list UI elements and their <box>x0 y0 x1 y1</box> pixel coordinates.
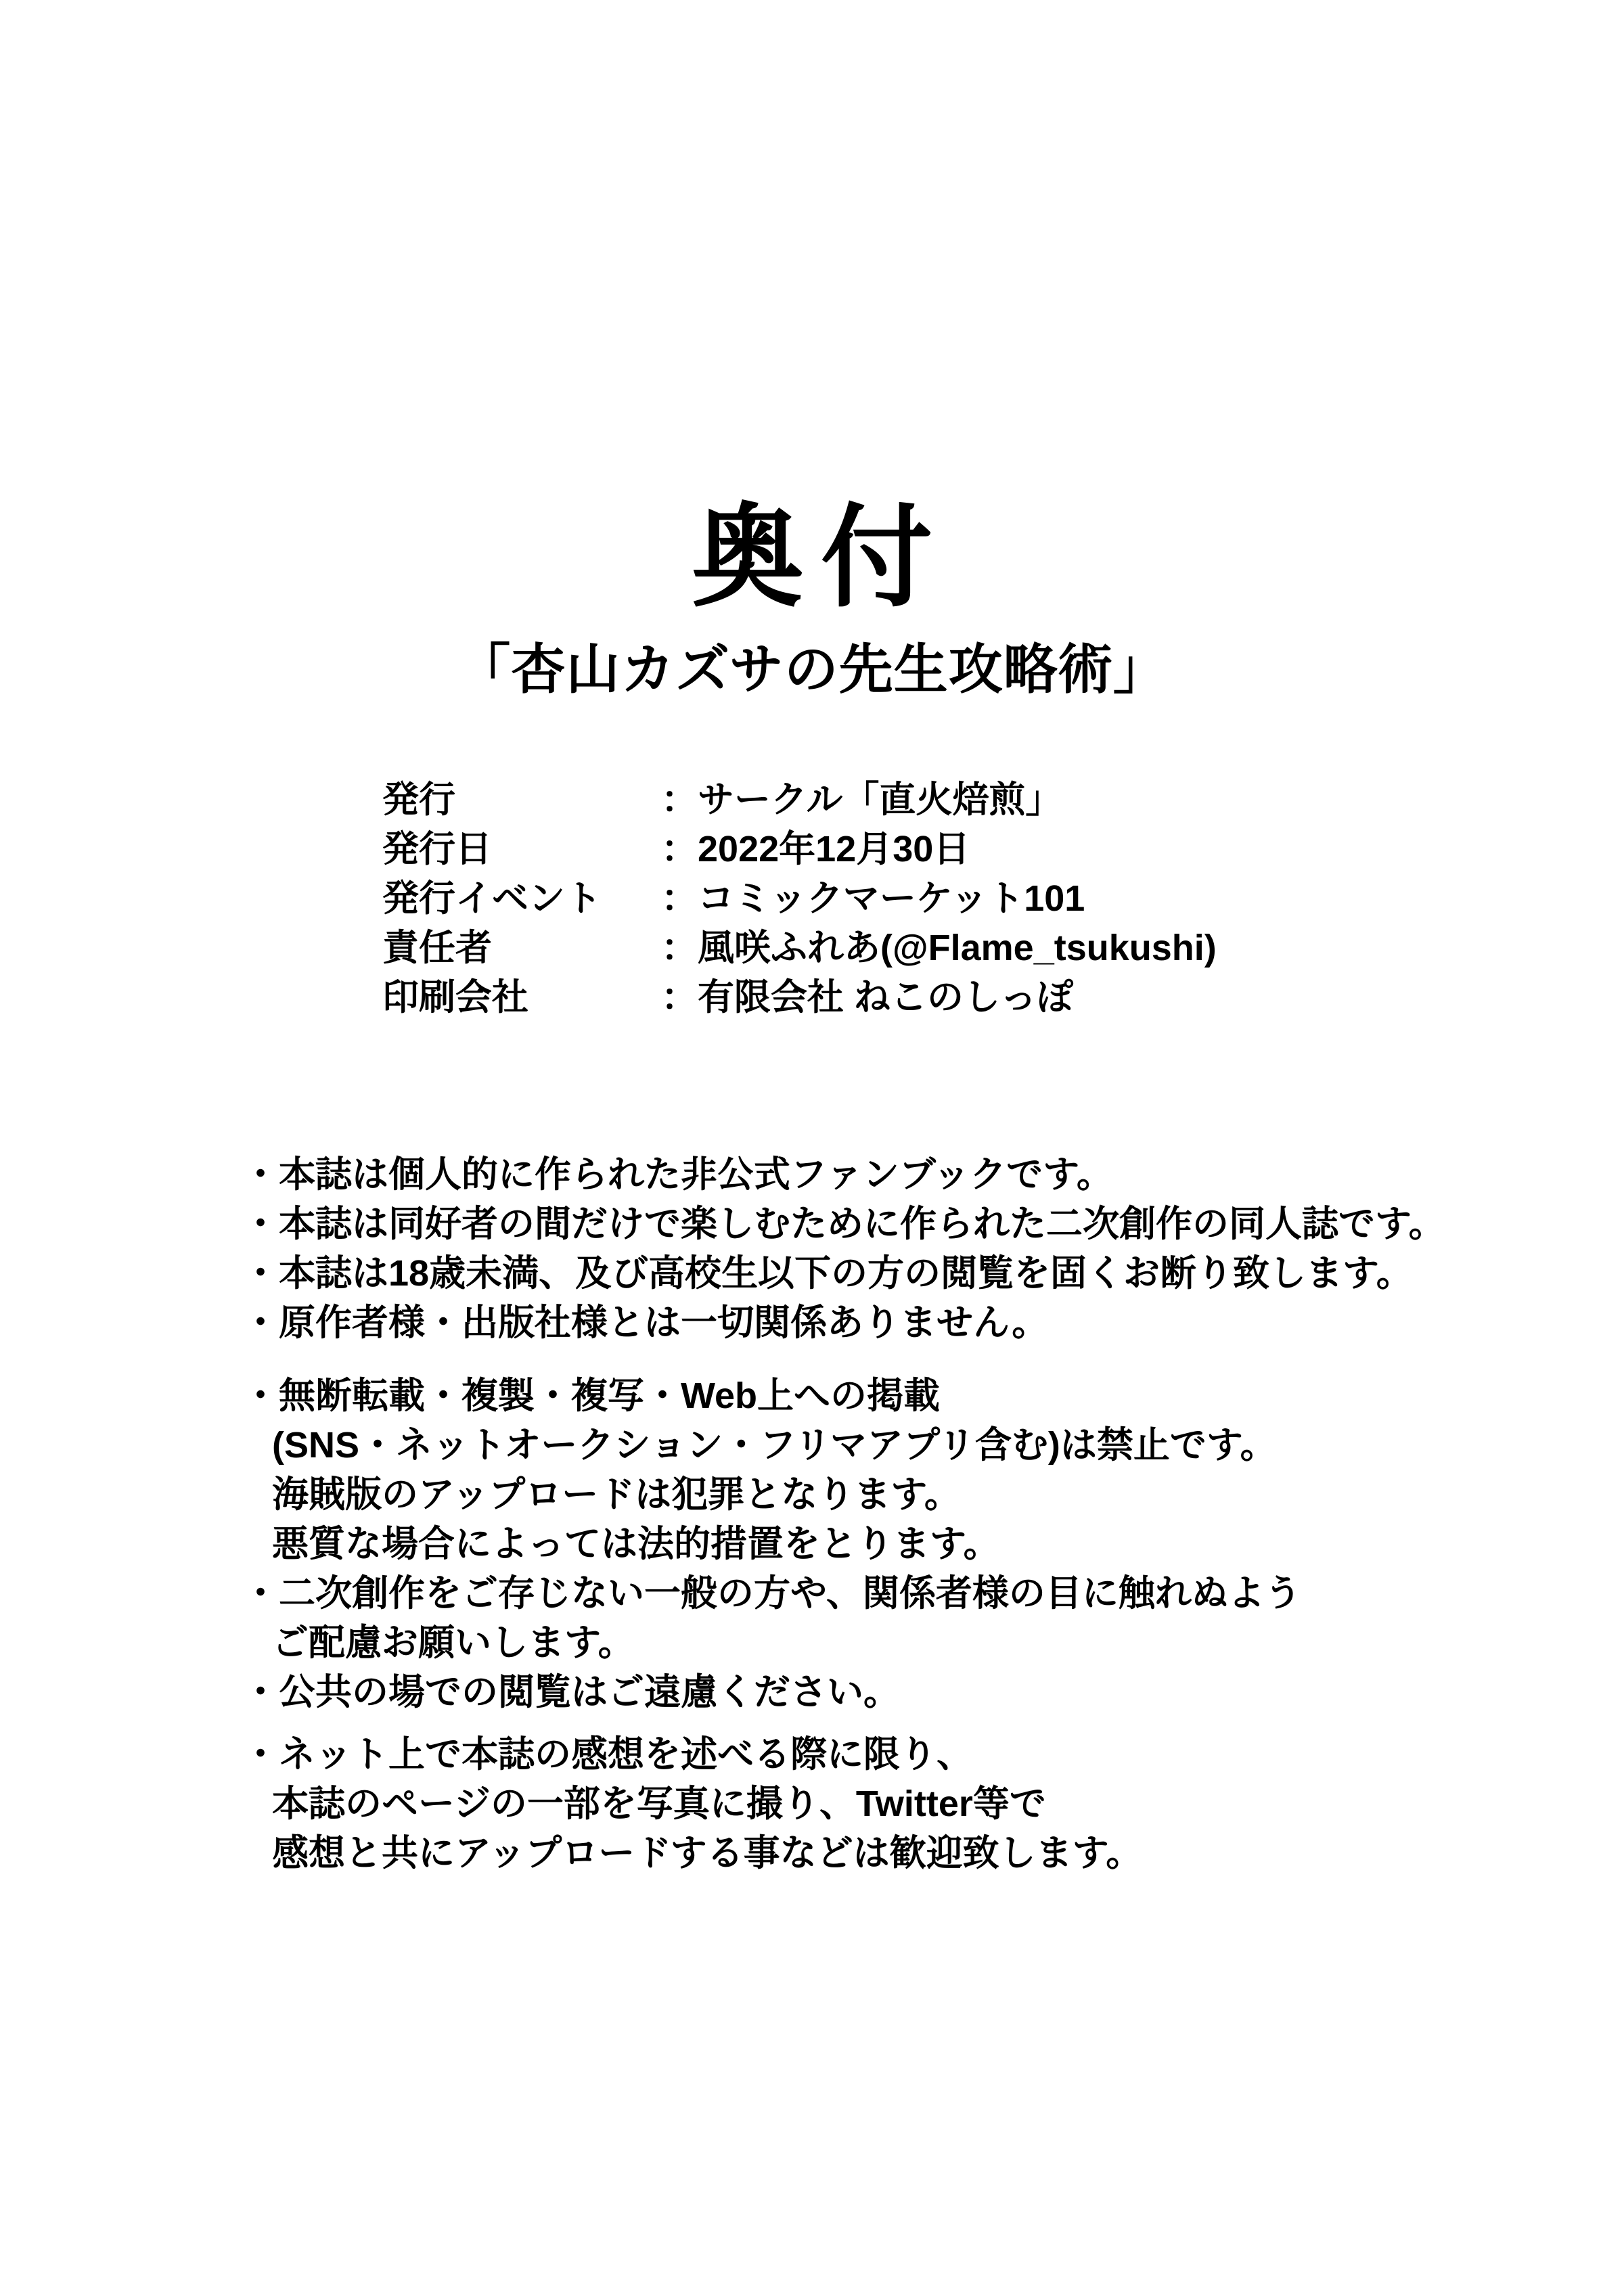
notice-line: ・本誌は個人的に作られた非公式ファンブックです。 <box>242 1154 1113 1195</box>
info-label: 発行日 <box>382 829 492 869</box>
notice-line: 海賊版のアップロードは犯罪となります。 <box>272 1474 961 1515</box>
info-row-publisher <box>382 775 1217 825</box>
notice-line: ・原作者様・出版社様とは一切関係ありません。 <box>242 1302 1049 1343</box>
notice-line: ・二次創作をご存じない一般の方や、関係者様の目に触れぬよう <box>242 1573 1301 1614</box>
info-separator: ： <box>661 928 698 968</box>
book-title: 「杏山カズサの先生攻略術」 <box>456 639 1168 700</box>
info-row-responsible-person <box>382 924 1217 973</box>
info-separator: ： <box>661 829 698 869</box>
notice-line: ご配慮お願いします。 <box>272 1622 635 1663</box>
info-label: 印刷会社 <box>382 977 528 1018</box>
info-value: 風咲ふれあ(@Flame_tsukushi) <box>698 928 1217 968</box>
notice-block-prohibitions <box>242 1371 1301 1717</box>
notice-line: 本誌のページの一部を写真に撮り、Twitter等で <box>272 1783 1046 1824</box>
notice-line: ・ネット上で本誌の感想を述べる際に限り、 <box>242 1734 973 1775</box>
info-value: サークル「直火焙煎」 <box>698 779 1062 820</box>
info-separator: ： <box>661 977 698 1018</box>
info-value: 有限会社 ねこのしっぽ <box>698 977 1074 1018</box>
notice-line: ・公共の場での閲覧はご遠慮ください。 <box>242 1672 900 1712</box>
info-label: 発行 <box>382 779 455 820</box>
info-row-printing-company <box>382 973 1217 1022</box>
info-label: 責任者 <box>382 928 492 968</box>
info-separator: ： <box>661 779 698 820</box>
info-row-event <box>382 874 1217 924</box>
publication-info <box>382 775 1217 1022</box>
notice-line: 感想と共にアップロードする事などは歓迎致します。 <box>272 1833 1143 1873</box>
info-value: コミックマーケット101 <box>698 878 1085 919</box>
notice-block-sharing-policy <box>242 1730 1142 1878</box>
info-row-publish-date <box>382 825 1217 874</box>
notice-line: ・本誌は同好者の間だけで楽しむために作られた二次創作の同人誌です。 <box>242 1204 1445 1244</box>
page-title: 奥付 <box>692 495 950 620</box>
notice-line: (SNS・ネットオークション・フリマアプリ含む)は禁止です。 <box>272 1425 1277 1466</box>
info-label: 発行イベント <box>382 878 602 919</box>
notice-line: ・本誌は18歳未満、及び高校生以下の方の閲覧を固くお断り致します。 <box>242 1253 1413 1294</box>
info-separator: ： <box>661 878 698 919</box>
notice-block-general <box>242 1150 1445 1348</box>
info-value: 2022年12月30日 <box>698 829 970 869</box>
notice-line: ・無断転載・複製・複写・Web上への掲載 <box>242 1376 941 1416</box>
notice-line: 悪質な場合によっては法的措置をとります。 <box>272 1524 1000 1564</box>
